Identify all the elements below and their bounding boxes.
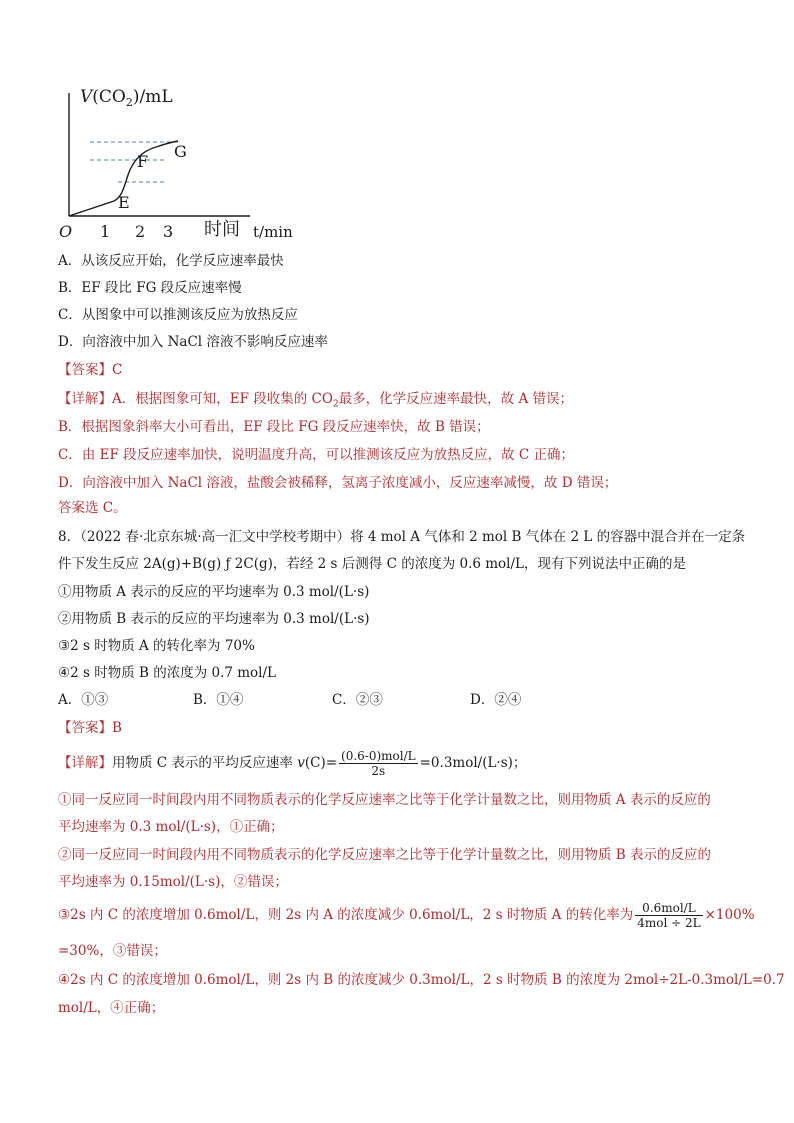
- q7-detail-a: [58, 390, 573, 414]
- q7-detail-c: C．由 EF 段反应速率加快，说明温度升高，可以推测该反应为放热反应，故 C 正确；: [58, 447, 575, 463]
- q8-choice-c: C．②③: [332, 692, 383, 708]
- q8-detail-2-line2: 平均速率为 0.15mol/(L·s)，②错误；: [58, 874, 288, 890]
- x-axis-label-cn: 时间: [204, 219, 240, 240]
- q8-statement-1: ①用物质 A 表示的反应的平均速率为 0.3 mol/(L·s): [58, 584, 370, 600]
- detail-tag: 【详解】: [58, 391, 112, 407]
- detail-a-text-end: 最多，化学反应速率最快，故 A 错误；: [338, 391, 574, 407]
- velocity-c: (C)=: [304, 755, 338, 771]
- q8-detail-3-line1: [58, 898, 755, 932]
- q8-answer: [58, 719, 122, 737]
- fraction-rate-numerator: (0.6-0)mol/L: [341, 749, 416, 763]
- fraction-rate-denominator: 2s: [339, 763, 418, 778]
- velocity-symbol: v: [297, 755, 305, 771]
- x-axis-label-unit: t/min: [253, 223, 293, 241]
- q8-stem-line1: 8．（2022 春·北京东城·高一汇文中学校考期中）将 4 mol A 气体和 2 mol B 气体在 2 L 的容器中混合并在一定条: [58, 529, 746, 545]
- fraction-conversion-numerator: 0.6mol/L: [642, 901, 696, 915]
- detail-a-sub: 2: [332, 399, 339, 410]
- q8-choice-a: A．①③: [58, 692, 109, 708]
- q7-option-d: D．向溶液中加入 NaCl 溶液不影响反应速率: [58, 334, 328, 350]
- detail-tag: 【详解】: [58, 755, 112, 771]
- point-f-label: F: [137, 152, 149, 171]
- fraction-rate: [339, 749, 418, 778]
- point-e-label: E: [118, 193, 130, 212]
- q8-detail-1-line1: ①同一反应同一时间段内用不同物质表示的化学反应速率之比等于化学计量数之比，则用物质 A 表示的反应的: [58, 792, 711, 808]
- q7-option-a: A．从该反应开始，化学反应速率最快: [58, 253, 284, 269]
- q7-detail-b: B．根据图象斜率大小可看出，EF 段比 FG 段反应速率快，故 B 错误；: [58, 419, 490, 435]
- q8-detail-3-line2: =30%，③错误；: [58, 943, 167, 959]
- q8-statement-4: ④2 s 时物质 B 的浓度为 0.7 mol/L: [58, 665, 277, 681]
- q7-detail-d: D．向溶液中加入 NaCl 溶液，盐酸会被稀释，氢离子浓度减小，反应速率减慢，故 D 错误；: [58, 475, 618, 491]
- answer-tag: 【答案】: [58, 362, 112, 378]
- reaction-volume-graph: [50, 75, 370, 245]
- answer-value: C: [112, 362, 123, 378]
- q7-answer: [58, 361, 122, 379]
- fraction-conversion: [635, 901, 702, 930]
- q8-choice-b: B．①④: [193, 692, 244, 708]
- detail-3-percent: ×100%: [704, 907, 755, 923]
- detail-intro-result: =0.3mol/(L·s)；: [419, 755, 527, 771]
- point-g-label: G: [174, 142, 187, 161]
- q8-detail-1-line2: 平均速率为 0.3 mol/(L·s)，①正确；: [58, 819, 284, 835]
- q7-option-b: B．EF 段比 FG 段反应速率慢: [58, 280, 242, 296]
- q8-detail-2-line1: ②同一反应同一时间段内用不同物质表示的化学反应速率之比等于化学计量数之比，则用物质 B 表示的反应的: [58, 847, 712, 863]
- origin-label: O: [59, 222, 73, 241]
- q8-statement-3: ③2 s 时物质 A 的转化率为 70%: [58, 638, 255, 654]
- q8-stem-line2: 件下发生反应 2A(g)+B(g) ƒ 2C(g)，若经 2 s 后测得 C 的浓度为 0.6 mol/L，现有下列说法中正确的是: [58, 556, 686, 572]
- q8-detail-intro: [58, 746, 526, 780]
- q8-statement-2: ②用物质 B 表示的反应的平均速率为 0.3 mol/(L·s): [58, 611, 370, 627]
- detail-intro-text: 用物质 C 表示的平均反应速率: [112, 755, 298, 771]
- x-tick-2: 2: [135, 222, 146, 241]
- answer-tag: 【答案】: [58, 720, 112, 736]
- q8-choice-d: D．②④: [470, 692, 522, 708]
- q7-option-c: C．从图象中可以推测该反应为放热反应: [58, 307, 298, 323]
- answer-value: B: [112, 720, 122, 736]
- y-axis-label: $V(CO_2)/mL$: [80, 87, 173, 109]
- x-tick-1: 1: [100, 222, 111, 241]
- x-tick-3: 3: [163, 222, 174, 241]
- q8-detail-4-line2: mol/L，④正确；: [58, 1000, 165, 1016]
- detail-a-text: A．根据图象可知，EF 段收集的 CO: [112, 391, 333, 407]
- detail-3-text: ③2s 内 C 的浓度增加 0.6mol/L，则 2s 内 A 的浓度减少 0.6mol/L，2 s 时物质 A 的转化率为: [58, 907, 634, 923]
- fraction-conversion-denominator: 4mol ÷ 2L: [637, 916, 701, 930]
- q7-conclusion: 答案选 C。: [58, 500, 127, 516]
- q8-detail-4-line1: ④2s 内 C 的浓度增加 0.6mol/L，则 2s 内 B 的浓度减少 0.3mol/L，2 s 时物质 B 的浓度为 2mol÷2L-0.3mol/L=0.7: [58, 972, 785, 988]
